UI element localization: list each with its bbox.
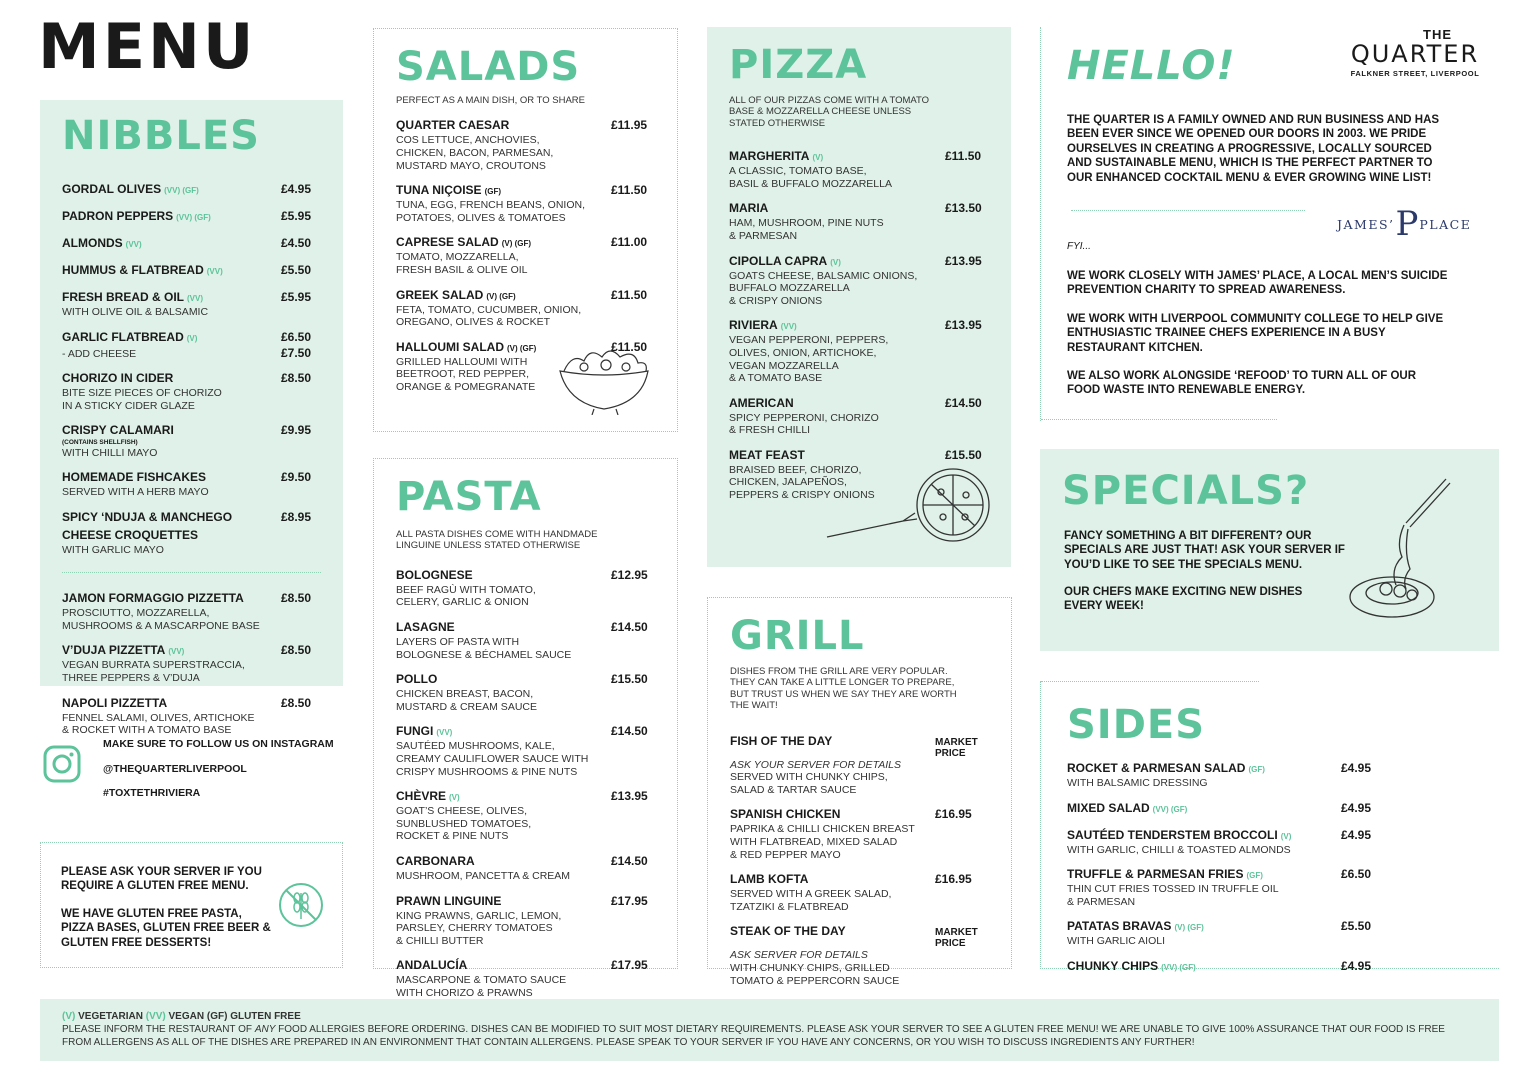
- item-name: SAUTÉED TENDERSTEM BROCCOLI: [1067, 827, 1278, 842]
- menu-item: [729, 394, 989, 437]
- item-price: £8.50: [281, 591, 312, 606]
- brand-address: FALKNER STREET, LIVERPOOL: [1350, 69, 1480, 78]
- item-price: £13.95: [945, 253, 982, 268]
- item-name: JAMON FORMAGGIO PIZZETTA: [62, 591, 244, 606]
- item-name: HUMMUS & FLATBREAD: [62, 263, 204, 277]
- key-vv-label: VEGAN: [168, 1011, 205, 1022]
- item-price: £13.50: [945, 201, 982, 216]
- item-name: QUARTER CAESAR: [396, 118, 510, 133]
- item-name: MIXED SALAD: [1067, 800, 1150, 815]
- item-price-extra: £7.50: [281, 345, 312, 360]
- salads-panel: [373, 28, 678, 432]
- item-name: CARBONARA: [396, 853, 475, 868]
- item-name: TRUFFLE & PARMESAN FRIES: [1067, 867, 1244, 882]
- item-description: TUNA, EGG, FRENCH BEANS, ONION, POTATOES, OLIVES & TOMATOES: [396, 199, 586, 224]
- menu-item: [62, 508, 321, 557]
- menu-item: [396, 722, 655, 778]
- dietary-tag: (GF): [1248, 765, 1265, 774]
- menu-item: [62, 328, 321, 361]
- item-name: RIVIERA: [729, 318, 778, 333]
- item-price: £17.95: [611, 893, 648, 908]
- nibbles-title: NIBBLES: [62, 113, 260, 159]
- dietary-tag: (VV): [436, 728, 453, 738]
- specials-panel: [1040, 449, 1499, 651]
- menu-item: [729, 316, 989, 384]
- item-price: £8.95: [281, 509, 312, 524]
- specials-p2: OUR CHEFS MAKE EXCITING NEW DISHES EVERY WEEK!: [1064, 586, 1303, 613]
- menu-item: [396, 670, 655, 713]
- item-price: £6.50: [1341, 867, 1372, 882]
- dietary-tag: (V): [830, 257, 841, 267]
- item-name: PRAWN LINGUINE: [396, 893, 502, 908]
- specials-p1: FANCY SOMETHING A BIT DIFFERENT? OUR SPECIALS ARE JUST THAT! ASK YOUR SERVER IF YOU’D LIKE TO SEE THE SPECIALS MENU.: [1064, 530, 1345, 571]
- pizza-panel: [707, 27, 1011, 567]
- key-v-label: VEGETARIAN: [78, 1011, 143, 1022]
- allergen-pre: PLEASE INFORM THE RESTAURANT OF: [62, 1024, 255, 1035]
- item-price: £14.50: [945, 395, 982, 410]
- item-price: £4.95: [1341, 958, 1372, 973]
- item-price: £16.95: [935, 872, 972, 887]
- item-price: £4.95: [1341, 827, 1372, 842]
- james-place-logo: [1337, 204, 1472, 244]
- item-name: HALLOUMI SALAD: [396, 339, 504, 354]
- item-name: CHORIZO IN CIDER: [62, 371, 174, 386]
- item-description: BEEF RAGÙ WITH TOMATO, CELERY, GARLIC & ONION: [396, 583, 536, 609]
- item-name: FISH OF THE DAY: [730, 733, 833, 748]
- item-description: FENNEL SALAMI, OLIVES, ARTICHOKE & ROCKET WITH A TOMATO BASE: [62, 711, 255, 737]
- hello-divider: [1071, 210, 1305, 211]
- item-price: £14.50: [611, 619, 648, 634]
- item-price: £9.50: [281, 470, 312, 485]
- item-name: ALMONDS: [62, 236, 123, 250]
- allergen-footer: [40, 999, 1499, 1061]
- menu-item: [62, 641, 321, 684]
- pasta-intro: ALL PASTA DISHES COME WITH HANDMADE LINGUINE UNLESS STATED OTHERWISE: [396, 529, 598, 552]
- dietary-tag: (GF): [1246, 871, 1263, 881]
- item-note: (CONTAINS SHELLFISH): [62, 439, 138, 447]
- item-description: WITH BALSAMIC DRESSING: [1067, 777, 1208, 789]
- menu-item: [396, 116, 655, 172]
- menu-item: [62, 589, 321, 632]
- sides-panel: [1040, 681, 1499, 973]
- gluten-text-1: PLEASE ASK YOUR SERVER IF YOU REQUIRE A GLUTEN FREE MENU.: [61, 866, 262, 893]
- menu-item: [1067, 917, 1377, 948]
- item-description: BRAISED BEEF, CHORIZO, CHICKEN, JALAPEÑOS, PEPPERS & CRISPY ONIONS: [729, 463, 875, 502]
- item-name: GARLIC FLATBREAD: [62, 329, 184, 344]
- item-name: FUNGI: [396, 724, 434, 739]
- menu-item: [62, 261, 321, 279]
- item-name: BOLOGNESE: [396, 567, 473, 582]
- pasta-title: PASTA: [396, 474, 542, 520]
- item-description: MASCARPONE & TOMATO SAUCE WITH CHORIZO & PRAWNS: [396, 974, 567, 999]
- menu-item: [396, 787, 655, 843]
- instagram-icon[interactable]: [42, 744, 82, 784]
- dietary-tag: (VV): [168, 647, 185, 657]
- dietary-tag: (GF): [484, 187, 501, 197]
- menu-item: [62, 468, 321, 499]
- item-price: MARKET PRICE: [935, 736, 978, 759]
- dietary-tag: (V): [812, 153, 824, 163]
- item-name: LAMB KOFTA: [730, 872, 809, 887]
- item-description: KING PRAWNS, GARLIC, LEMON, PARSLEY, CHERRY TOMATOES & CHILLI BUTTER: [396, 909, 562, 947]
- item-price: £5.95: [281, 209, 312, 223]
- instagram-handle[interactable]: @THEQUARTERLIVERPOOL: [103, 762, 247, 775]
- grill-panel: [707, 597, 1012, 987]
- item-description: GOAT’S CHEESE, OLIVES, SUNBLUSHED TOMATOES, ROCKET & PINE NUTS: [396, 805, 532, 843]
- item-description: WITH OLIVE OIL & BALSAMIC: [62, 306, 209, 318]
- specials-title: SPECIALS?: [1062, 468, 1310, 514]
- item-description: WITH CHILLI MAYO: [62, 446, 158, 459]
- sides-list: [1067, 759, 1377, 984]
- social-block: [103, 738, 334, 800]
- item-name: CAPRESE SALAD: [396, 235, 499, 250]
- item-name: CRISPY CALAMARI: [62, 423, 174, 438]
- gluten-panel: [40, 842, 343, 968]
- item-name: MEAT FEAST: [729, 447, 805, 462]
- item-price: £11.50: [611, 339, 648, 354]
- menu-item: [730, 922, 989, 987]
- divider: [62, 572, 321, 573]
- item-price: £15.50: [945, 447, 982, 462]
- item-price: £13.95: [945, 318, 982, 333]
- dietary-tag: (V): [1280, 831, 1292, 841]
- item-description: VEGAN PEPPERONI, PEPPERS, OLIVES, ONION, ARTICHOKE, VEGAN MOZZARELLA & A TOMATO BASE: [729, 334, 889, 385]
- item-description: HAM, MUSHROOM, PINE NUTS & PARMESAN: [729, 217, 884, 242]
- item-price: £5.50: [281, 263, 312, 277]
- item-price: £9.95: [281, 423, 312, 438]
- item-price: £14.50: [611, 853, 648, 868]
- dietary-tag: (VV) (GF): [164, 186, 199, 195]
- salad-bowl-illustration: [554, 345, 654, 420]
- pizza-title: PIZZA: [729, 42, 868, 88]
- hashtag[interactable]: #TOXTETHRIVIERA: [103, 787, 201, 800]
- allergen-text: [62, 1023, 1477, 1049]
- item-name: SPICY ‘NDUJA & MANCHEGO CHEESE CROQUETTES: [62, 509, 233, 542]
- dietary-tag: (VV): [780, 322, 797, 332]
- salads-intro: PERFECT AS A MAIN DISH, OR TO SHARE: [396, 95, 585, 106]
- brand-name: QUARTER: [1350, 40, 1480, 68]
- item-description: - ADD CHEESE: [62, 347, 137, 360]
- menu-item: [396, 566, 655, 609]
- item-description: GRILLED HALLOUMI WITH BEETROOT, RED PEPPER, ORANGE & POMEGRANATE: [396, 355, 536, 393]
- item-price: MARKET PRICE: [935, 927, 978, 950]
- brand-the: THE: [1423, 27, 1452, 42]
- dietary-tag: (V) (GF): [507, 343, 537, 353]
- item-description: GOATS CHEESE, BALSAMIC ONIONS, BUFFALO MOZZARELLA & CRISPY ONIONS: [729, 269, 918, 307]
- item-description: A CLASSIC, TOMATO BASE, BASIL & BUFFALO MOZZARELLA: [729, 165, 892, 190]
- dietary-key: [62, 1010, 1477, 1023]
- menu-item: [1067, 865, 1377, 908]
- menu-item: [1067, 957, 1377, 975]
- menu-item: [1067, 759, 1377, 790]
- sides-top-line: [1041, 681, 1259, 682]
- item-description: SERVED WITH CHUNKY CHIPS, SALAD & TARTAR SAUCE: [730, 771, 888, 796]
- grill-list: [730, 732, 989, 988]
- item-name: ANDALUCÍA: [396, 958, 468, 973]
- menu-item: [62, 694, 321, 737]
- item-description: TOMATO, MOZZARELLA, FRESH BASIL & OLIVE OIL: [396, 251, 528, 276]
- menu-item: [730, 870, 989, 913]
- nibbles-list: [62, 180, 321, 556]
- hello-bottom-line: [1041, 419, 1277, 420]
- menu-item: [396, 181, 655, 224]
- item-description: CHICKEN BREAST, BACON, MUSTARD & CREAM SAUCE: [396, 688, 537, 713]
- item-description: VEGAN BURRATA SUPERSTRACCIA, THREE PEPPERS & V’DUJA: [62, 659, 245, 685]
- menu-item: [62, 234, 321, 252]
- item-price: £11.50: [945, 149, 982, 164]
- pasta-list: [396, 566, 655, 1000]
- item-description: PAPRIKA & CHILLI CHICKEN BREAST WITH FLATBREAD, MIXED SALAD & RED PEPPER MAYO: [730, 823, 915, 861]
- item-description: MUSHROOM, PANCETTA & CREAM: [396, 869, 571, 882]
- item-name: LASAGNE: [396, 619, 455, 634]
- logo-p: P: [1395, 204, 1419, 244]
- item-description: WITH GARLIC MAYO: [62, 543, 164, 556]
- gluten-free-icon: [277, 881, 325, 929]
- pizza-illustration: [823, 467, 993, 552]
- dietary-tag: (V): [186, 333, 198, 343]
- item-name: MARGHERITA: [729, 149, 810, 164]
- pizza-list: [729, 147, 989, 502]
- menu-item: [396, 852, 655, 883]
- menu-item: [729, 252, 989, 308]
- item-description: PROSCIUTTO, MOZZARELLA, MUSHROOMS & A MASCARPONE BASE: [62, 607, 260, 632]
- nibbles-panel: [40, 100, 343, 737]
- item-price: £8.50: [281, 643, 312, 658]
- item-name: GREEK SALAD: [396, 287, 484, 302]
- menu-item: [396, 892, 655, 948]
- social-line: MAKE SURE TO FOLLOW US ON INSTAGRAM: [103, 738, 334, 750]
- key-gf: (GF): [206, 1011, 228, 1022]
- item-detail: ASK YOUR SERVER FOR DETAILS: [730, 758, 901, 771]
- item-name: V’DUJA PIZZETTA: [62, 643, 166, 658]
- gluten-text-2: WE HAVE GLUTEN FREE PASTA, PIZZA BASES, GLUTEN FREE BEER & GLUTEN FREE DESSERTS!: [61, 907, 271, 949]
- item-price: £15.50: [611, 672, 648, 687]
- pizza-intro: ALL OF OUR PIZZAS COME WITH A TOMATO BASE & MOZZARELLA CHEESE UNLESS STATED OTHERWISE: [729, 95, 930, 129]
- item-price: £11.95: [611, 118, 648, 133]
- item-description: SERVED WITH A GREEK SALAD, TZATZIKI & FLATBREAD: [730, 888, 892, 913]
- fyi-label: FYI...: [1067, 241, 1091, 252]
- allergen-any: ANY: [254, 1024, 276, 1035]
- item-price: £17.95: [611, 958, 648, 973]
- hello-panel: [1040, 27, 1498, 421]
- dietary-tag: (VV) (GF): [1161, 962, 1196, 972]
- dietary-tag: (VV): [125, 240, 142, 249]
- item-price: £16.95: [935, 807, 972, 822]
- item-description: LAYERS OF PASTA WITH BOLOGNESE & BÉCHAMEL SAUCE: [396, 635, 572, 661]
- item-description: WITH CHUNKY CHIPS, GRILLED TOMATO & PEPPERCORN SAUCE: [730, 961, 900, 987]
- item-description: THIN CUT FRIES TOSSED IN TRUFFLE OIL & PARMESAN: [1067, 883, 1279, 908]
- item-name: POLLO: [396, 672, 438, 687]
- item-name: GORDAL OLIVES: [62, 182, 162, 196]
- key-vv: (VV): [145, 1011, 166, 1022]
- item-price: £5.50: [1341, 919, 1372, 934]
- allergen-post: FOOD ALLERGIES BEFORE ORDERING. DISHES CAN BE MODIFIED TO SUIT MOST DIETARY REQUIREMENTS. PLEASE ASK YOUR SERVER TO SEE A GLUTEN FREE MENU! WE ARE UNABLE TO GIVE 100% ASSURANCE THAT OUR FOOD IS FREE FROM ALLERGENS AS ALL OF THE DISHES ARE PREPARED IN AN ENVIRONMENT THAT CONTAIN ALLERGENS. PLEASE SPEAK TO YOUR SERVER IF YOU HAVE ANY CONCERNS, OR YOU WISH TO DISCUSS INGREDIENTS ANY FURTHER!: [62, 1024, 1445, 1048]
- brand-logo: [1347, 27, 1483, 78]
- item-name: NAPOLI PIZZETTA: [62, 695, 168, 710]
- item-price: £5.95: [281, 290, 312, 304]
- item-price: £14.50: [611, 724, 648, 739]
- grill-intro: DISHES FROM THE GRILL ARE VERY POPULAR. THEY CAN TAKE A LITTLE LONGER TO PREPARE, BUT TRUST US WHEN WE SAY THEY ARE WORTH THE WAIT!: [730, 666, 957, 712]
- logo-right: PLACE: [1419, 216, 1472, 232]
- item-price: £12.95: [611, 567, 648, 582]
- item-price: £4.50: [281, 236, 312, 250]
- item-price: £8.50: [281, 371, 312, 386]
- dietary-tag: (VV) (GF): [1152, 804, 1188, 814]
- dietary-tag: (V) (GF): [486, 291, 516, 301]
- item-price: £6.50: [281, 329, 312, 344]
- item-description: SPICY PEPPERONI, CHORIZO & FRESH CHILLI: [729, 411, 879, 437]
- hello-p3: WE ALSO WORK ALONGSIDE ‘REFOOD’ TO TURN ALL OF OUR FOOD WASTE INTO RENEWABLE ENERGY.: [1067, 370, 1417, 397]
- pizzetta-list: [62, 589, 321, 737]
- item-name: TUNA NIÇOISE: [396, 183, 482, 198]
- menu-title: MENU: [38, 10, 257, 83]
- pasta-panel: [373, 458, 678, 999]
- menu-item: [62, 421, 321, 459]
- menu-item: [62, 369, 321, 412]
- salads-title: SALADS: [396, 44, 581, 90]
- menu-item: [396, 956, 655, 999]
- menu-item: [729, 199, 989, 242]
- item-description: BITE SIZE PIECES OF CHORIZO IN A STICKY CIDER GLAZE: [62, 387, 222, 412]
- menu-item: [730, 732, 989, 797]
- menu-item: [1067, 799, 1377, 817]
- key-gf-label: GLUTEN FREE: [230, 1011, 301, 1022]
- dietary-tag: (V) (GF): [501, 239, 532, 249]
- item-name: MARIA: [729, 201, 769, 216]
- item-price: £8.50: [281, 695, 312, 710]
- dietary-tag: (VV) (GF): [176, 213, 211, 222]
- menu-item: [396, 233, 655, 276]
- hello-p1: WE WORK CLOSELY WITH JAMES’ PLACE, A LOCAL MEN’S SUICIDE PREVENTION CHARITY TO SPREAD AWARENESS.: [1067, 270, 1448, 297]
- menu-item: [62, 207, 321, 225]
- item-price: £11.50: [611, 287, 648, 302]
- item-name: PADRON PEPPERS: [62, 209, 174, 223]
- item-name: FRESH BREAD & OIL: [62, 290, 185, 304]
- menu-item: [396, 286, 655, 329]
- item-name: AMERICAN: [729, 395, 794, 410]
- spaghetti-illustration: [1346, 473, 1466, 628]
- item-name: CHUNKY CHIPS: [1067, 958, 1159, 973]
- item-name: PATATAS BRAVAS: [1067, 919, 1172, 934]
- item-name: SPANISH CHICKEN: [730, 807, 841, 822]
- dietary-tag: (V) (GF): [1174, 923, 1204, 933]
- item-description: WITH GARLIC, CHILLI & TOASTED ALMONDS: [1067, 843, 1291, 856]
- menu-item: [729, 147, 989, 190]
- item-price: £11.50: [611, 183, 648, 198]
- item-price: £11.00: [611, 235, 648, 250]
- item-description: SERVED WITH A HERB MAYO: [62, 486, 209, 499]
- logo-left: JAMES’: [1337, 216, 1395, 232]
- item-price: £4.95: [281, 182, 312, 196]
- menu-item: [396, 618, 655, 661]
- sides-title: SIDES: [1067, 702, 1206, 748]
- menu-item: [62, 288, 321, 319]
- item-name: CIPOLLA CAPRA: [729, 253, 828, 268]
- menu-item: [730, 805, 989, 861]
- item-description: WITH GARLIC AIOLI: [1067, 935, 1166, 948]
- grill-title: GRILL: [730, 613, 865, 659]
- hello-p2: WE WORK WITH LIVERPOOL COMMUNITY COLLEGE TO HELP GIVE ENTHUSIASTIC TRAINEE CHEFS EXPERIENCE IN A BUSY RESTAURANT KITCHEN.: [1067, 313, 1444, 354]
- hello-title: HELLO!: [1067, 43, 1236, 89]
- menu-item: [1067, 826, 1377, 857]
- item-price: £4.95: [1341, 761, 1372, 775]
- item-price: £13.95: [611, 789, 648, 804]
- item-description: SAUTÉED MUSHROOMS, KALE, CREAMY CAULIFLOWER SAUCE WITH CRISPY MUSHROOMS & PINE NUTS: [396, 740, 589, 778]
- hello-body: THE QUARTER IS A FAMILY OWNED AND RUN BUSINESS AND HAS BEEN EVER SINCE WE OPENED OUR DOORS IN 2003. WE PRIDE OURSELVES IN CREATING A PROGRESSIVE, LOCALLY SOURCED AND SUSTAINABLE MENU, WHICH IS THE PERFECT PARTNER TO OUR ENHANCED COCKTAIL MENU & EVER GROWING WINE LIST!: [1067, 114, 1440, 184]
- item-description: FETA, TOMATO, CUCUMBER, ONION, OREGANO, OLIVES & ROCKET: [396, 303, 582, 329]
- item-price: £4.95: [1341, 800, 1372, 815]
- item-name: STEAK OF THE DAY: [730, 924, 846, 939]
- dietary-tag: (VV): [187, 294, 204, 303]
- menu-item: [62, 180, 321, 198]
- item-description: COS LETTUCE, ANCHOVIES, CHICKEN, BACON, PARMESAN, MUSTARD MAYO, CROUTONS: [396, 134, 554, 172]
- key-v: (V): [62, 1011, 76, 1022]
- dietary-tag: (V): [449, 793, 460, 803]
- item-name: ROCKET & PARMESAN SALAD: [1067, 761, 1246, 775]
- item-detail: ASK SERVER FOR DETAILS: [730, 949, 868, 962]
- dietary-tag: (VV): [206, 267, 223, 276]
- item-name: HOMEMADE FISHCAKES: [62, 470, 207, 485]
- item-name: CHÈVRE: [396, 789, 447, 804]
